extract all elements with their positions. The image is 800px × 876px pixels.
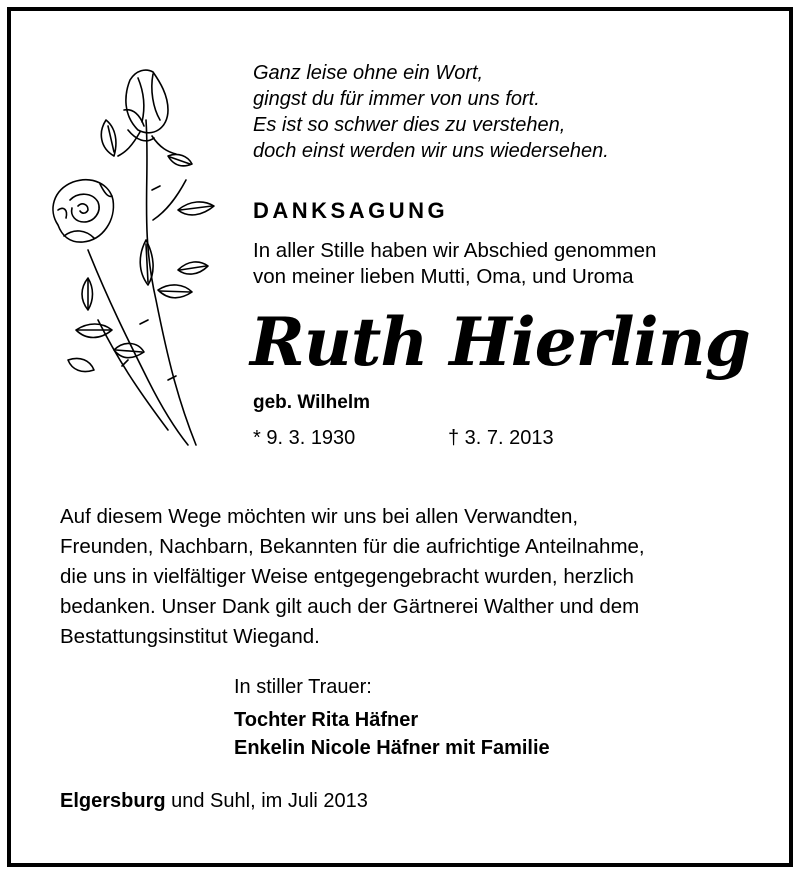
heading-danksagung: DANKSAGUNG [253,198,449,223]
closing-place: Elgersburg [60,790,166,812]
intro-line: von meiner lieben Mutti, Oma, und Uroma [253,265,634,288]
body-line: Auf diesem Wege möchten wir uns bei allen Verwandten, [60,505,579,528]
poem-line: doch einst werden wir uns wiedersehen. [253,140,609,162]
body-line: Bestattungsinstitut Wiegand. [60,625,320,648]
death-date: † 3. 7. 2013 [448,427,554,449]
body-line: bedanken. Unser Dank gilt auch der Gärtnerei Walther und dem [60,595,640,618]
maiden-name: geb. Wilhelm [253,392,371,413]
closing-line [60,790,368,813]
rose-illustration-icon [28,60,228,450]
poem [253,60,773,164]
poem-line: gingst du für immer von uns fort. [253,88,540,110]
birth-date: * 9. 3. 1930 [253,427,356,449]
mourner: Tochter Rita Häfner [234,709,419,731]
mourner: Enkelin Nicole Häfner mit Familie [234,737,550,759]
mourning-label: In stiller Trauer: [234,676,372,698]
thank-you-text [60,502,780,652]
poem-line: Es ist so schwer dies zu verstehen, [253,114,566,136]
intro-text [253,238,773,290]
body-line: die uns in vielfältiger Weise entgegengebracht wurden, herzlich [60,565,634,588]
deceased-name: Ruth Hierling [250,303,750,381]
poem-line: Ganz leise ohne ein Wort, [253,62,484,84]
closing-rest: und Suhl, im Juli 2013 [165,790,368,812]
mourners-list [234,706,550,762]
body-line: Freunden, Nachbarn, Bekannten für die aufrichtige Anteilnahme, [60,535,645,558]
intro-line: In aller Stille haben wir Abschied genommen [253,239,657,262]
